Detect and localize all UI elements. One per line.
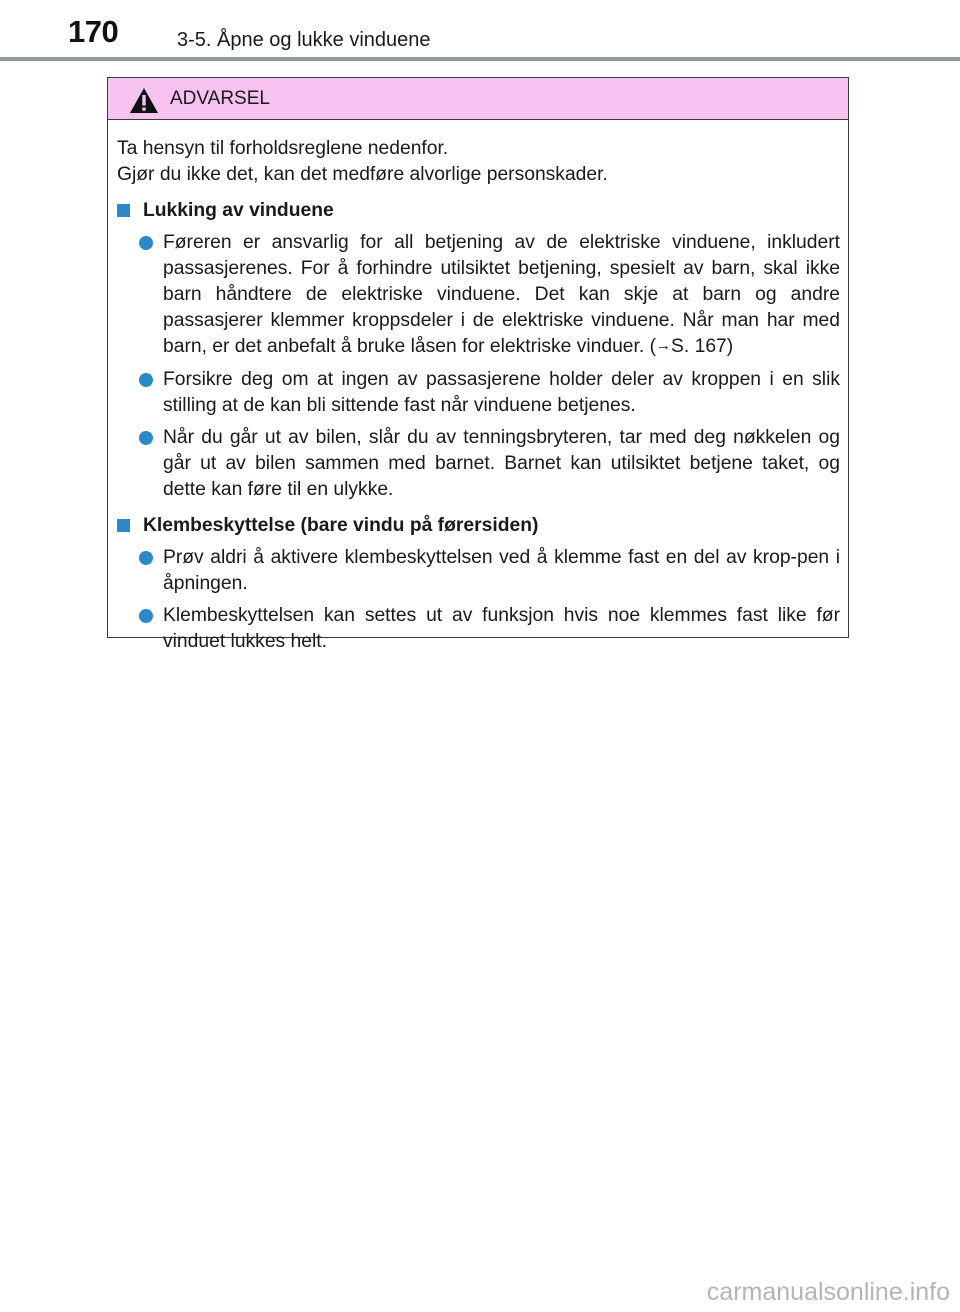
header-divider <box>0 57 960 61</box>
warning-header <box>108 78 848 120</box>
page-header <box>0 0 960 60</box>
round-bullet-icon <box>139 236 153 250</box>
round-bullet-icon <box>139 551 153 565</box>
chapter-title: 3-5. Åpne og lukke vinduene <box>177 29 431 51</box>
page-reference-link[interactable]: S. 167) <box>671 336 734 357</box>
bullet-text: Når du går ut av bilen, slår du av tenningsbryteren, tar med deg nøkkelen og går ut av bilen sammen med barnet. Barnet kan utilsiktet betjene taket, og dette kan føre til en ulykke. <box>163 427 840 500</box>
bullet-text: Prøv aldri å aktivere klembeskyttelsen ved å klemme fast en del av krop-pen i åpningen. <box>163 547 840 594</box>
list-item <box>117 230 840 361</box>
section-heading <box>117 198 840 224</box>
section-title: Lukking av vinduene <box>143 200 334 221</box>
bullet-text: Forsikre deg om at ingen av passasjerene holder deler av kroppen i en slik stilling at de kan bli sittende fast når vinduene betjenes. <box>163 369 840 416</box>
arrow-right-icon: → <box>656 337 672 354</box>
warning-triangle-icon <box>129 87 159 114</box>
bullet-text: Klembeskyttelsen kan settes ut av funksjon hvis noe klemmes fast like før vinduet lukkes helt. <box>163 605 840 652</box>
round-bullet-icon <box>139 373 153 387</box>
section-title: Klembeskyttelse (bare vindu på førersiden) <box>143 515 539 536</box>
bullet-text <box>163 230 840 361</box>
warning-body <box>108 120 848 655</box>
section-heading <box>117 513 840 539</box>
square-bullet-icon <box>117 204 130 217</box>
page-number: 170 <box>68 14 119 49</box>
list-item <box>117 425 840 503</box>
warning-label: ADVARSEL <box>170 88 270 109</box>
list-item <box>117 367 840 419</box>
list-item <box>117 545 840 597</box>
intro-line: Gjør du ikke det, kan det medføre alvorlige personskader. <box>117 164 608 185</box>
warning-box <box>107 77 849 652</box>
watermark: carmanualsonline.info <box>706 1278 950 1306</box>
bullet-text-body: Føreren er ansvarlig for all betjening av de elektriske vinduene, inkludert passasjerenes. For å forhindre utilsiktet betjening, spesielt av barn, skal ikke barn håndtere de elektriske vinduene. Det kan skje at barn og andre passasjerer klemmer kroppsdeler i de elektriske vinduene. Når man har med barn, er det anbefalt å bruke låsen for elektriske vinduer. ( <box>163 232 840 357</box>
warning-intro <box>117 136 840 188</box>
round-bullet-icon <box>139 431 153 445</box>
list-item <box>117 603 840 655</box>
round-bullet-icon <box>139 609 153 623</box>
intro-line: Ta hensyn til forholdsreglene nedenfor. <box>117 138 449 159</box>
square-bullet-icon <box>117 519 130 532</box>
